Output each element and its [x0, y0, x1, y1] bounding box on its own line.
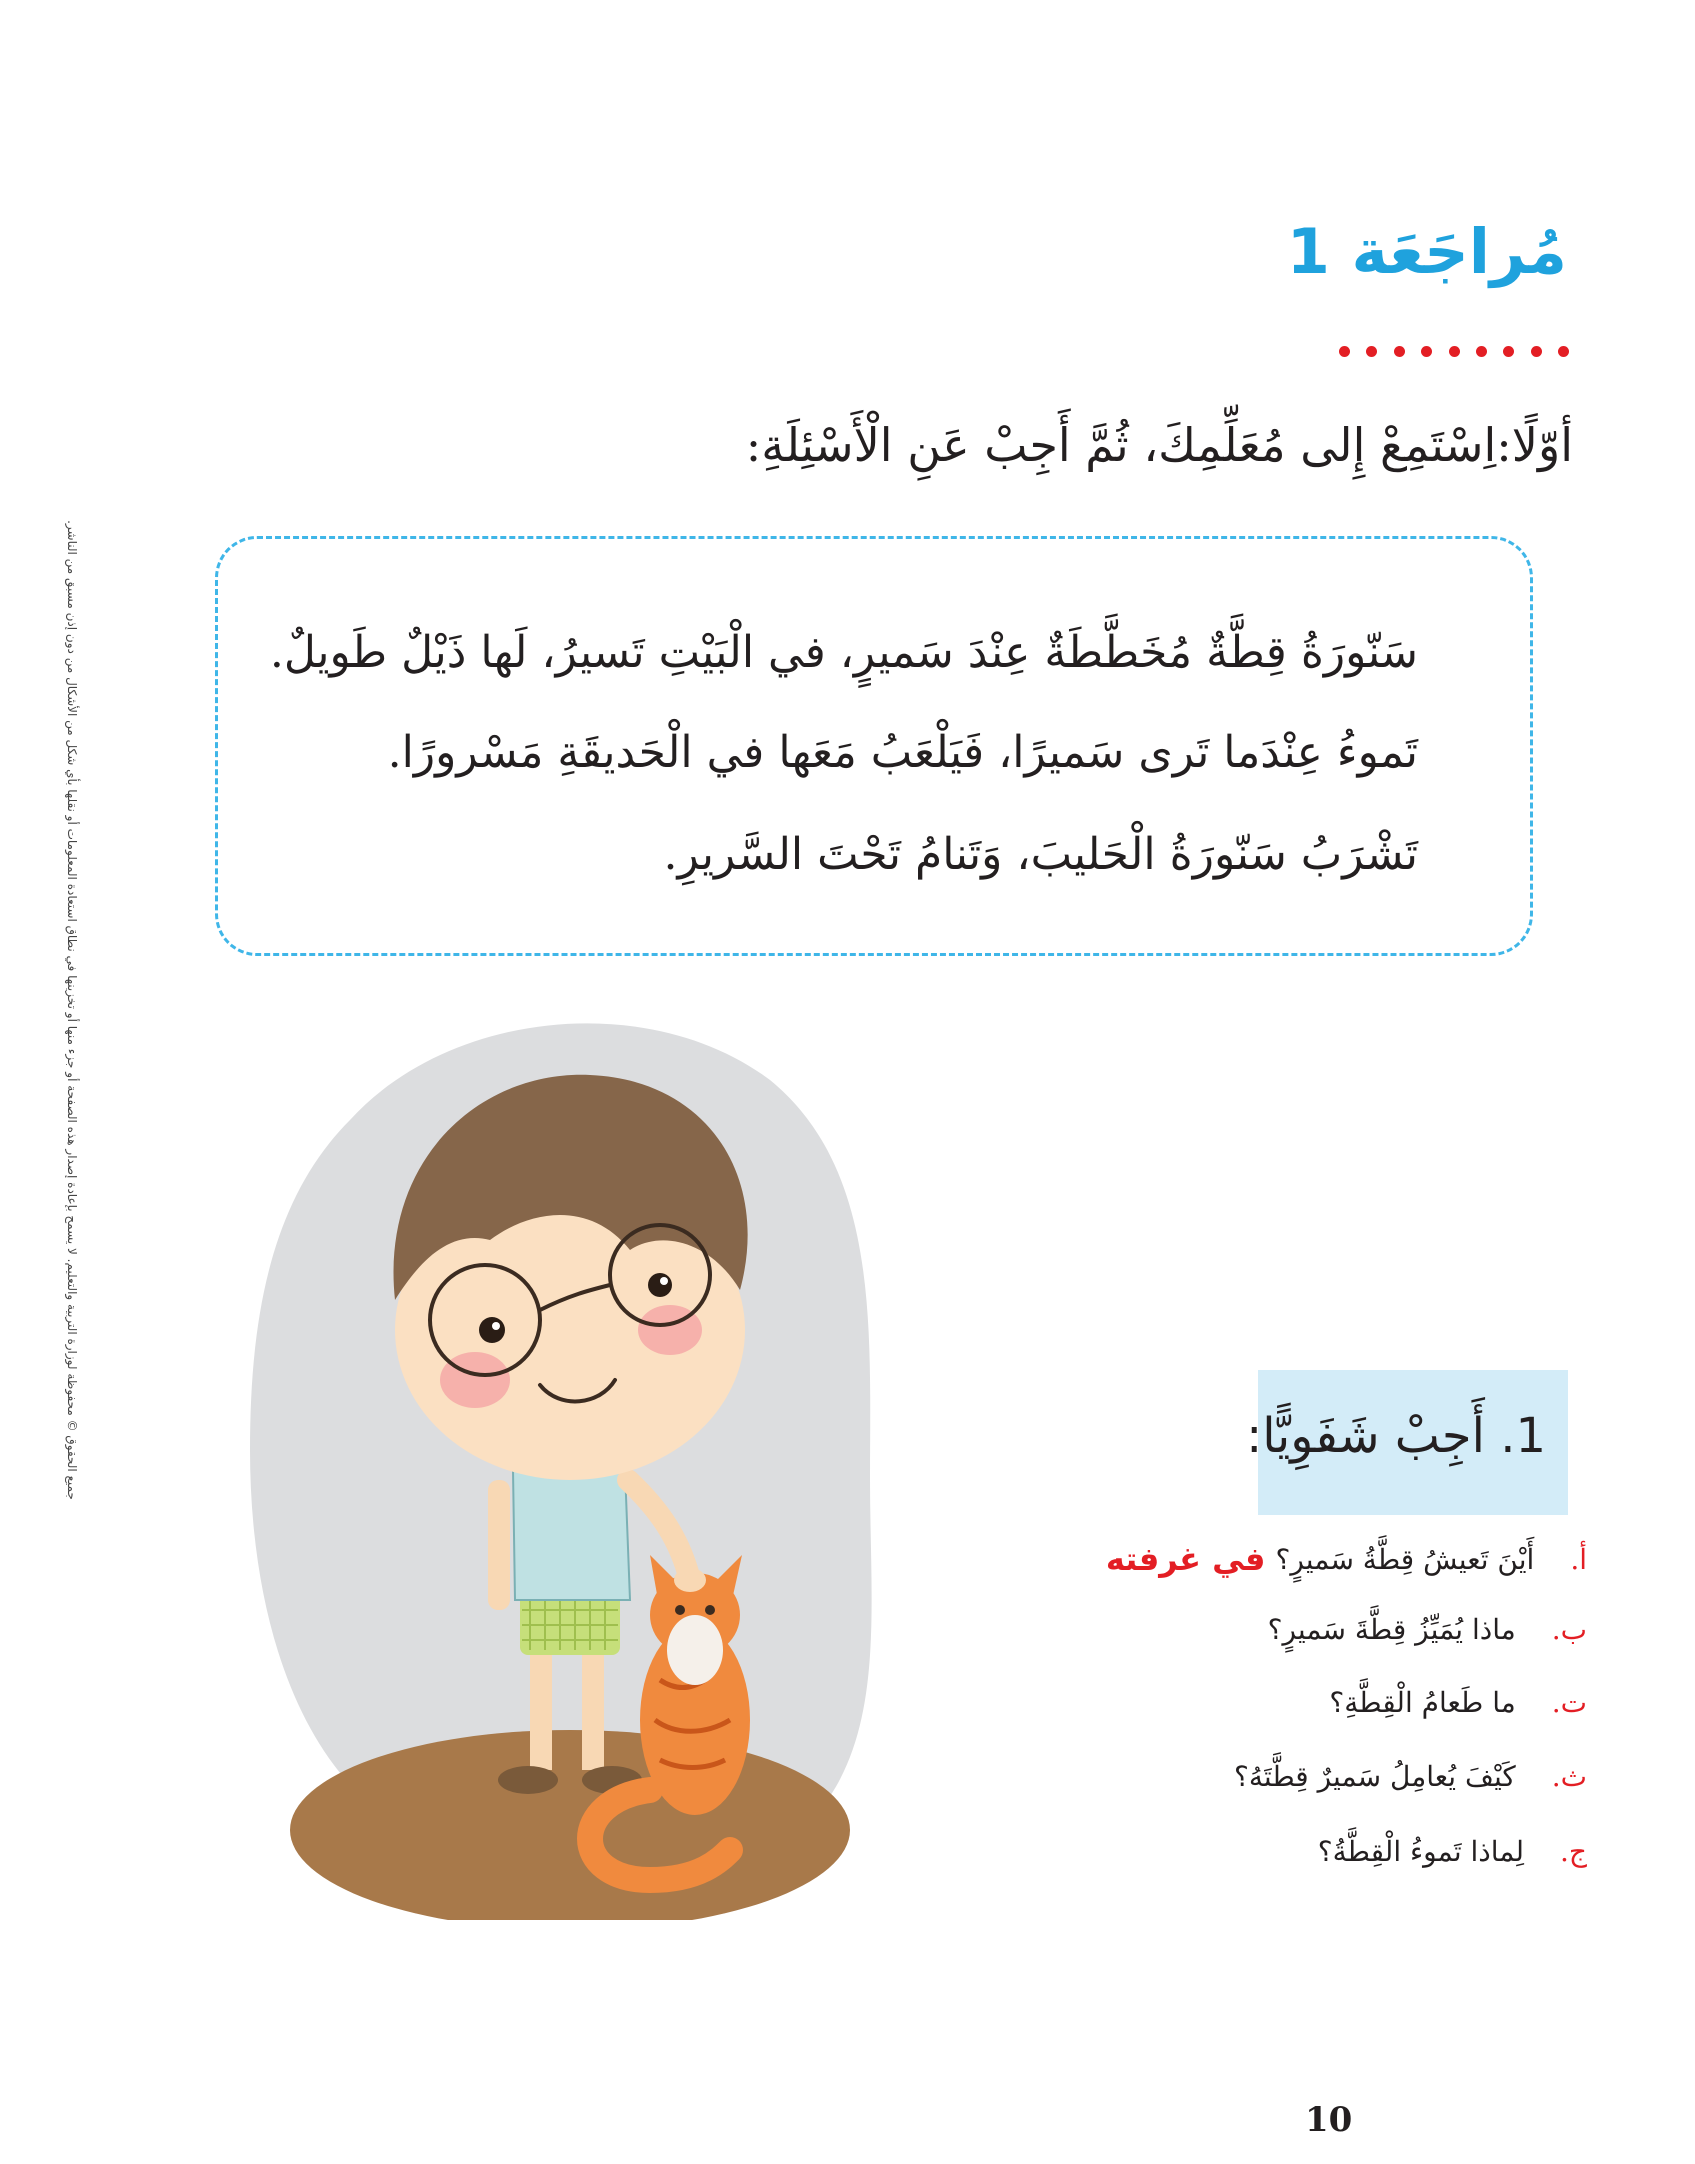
divider-dot — [1421, 346, 1432, 357]
boy-arm-left — [488, 1480, 510, 1610]
question-answer: في غرفته — [1105, 1540, 1266, 1578]
question-item — [1268, 1613, 1587, 1646]
divider-dot — [1449, 346, 1460, 357]
title-dot-divider — [1339, 340, 1569, 362]
question-text: أَيْنَ تَعيشُ قِطَّةُ سَميرٍ؟ — [1275, 1542, 1535, 1576]
divider-dot — [1531, 346, 1542, 357]
question-text: ما طَعامُ الْقِطَّةِ؟ — [1329, 1686, 1516, 1719]
page-number: 10 — [1305, 2100, 1353, 2140]
divider-dot — [1503, 346, 1514, 357]
question-item — [1318, 1835, 1587, 1868]
boy-shoe-left — [498, 1766, 558, 1794]
question-text: لِماذا تَموءُ الْقِطَّةُ؟ — [1317, 1835, 1525, 1868]
boy-leg-right — [582, 1640, 604, 1770]
question-letter: ت. — [1551, 1686, 1587, 1719]
cat-beard — [667, 1615, 723, 1685]
story-line-3: تَشْرَبُ سَنّورَةُ الْحَليبَ، وَتَنامُ تَحْتَ السَّريرِ. — [663, 829, 1418, 880]
divider-dot — [1394, 346, 1405, 357]
boy-and-cat-illustration — [230, 1000, 930, 1920]
divider-dot — [1366, 346, 1377, 357]
boy-leg-left — [530, 1640, 552, 1770]
divider-dot — [1339, 346, 1350, 357]
question-item — [1329, 1686, 1587, 1719]
question-item — [1106, 1540, 1587, 1578]
copyright-notice: جميع الحقوق © محفوظة لوزارة التربية والتعليم. لا يسمح بإعادة إصدار هذه الصفحة أو جزء منها أو تخزينها في نطاق استعادة المعلومات أو نقلها بأي شكل من الأشكال من دون إذن مسبق من الناشر. — [65, 520, 79, 1500]
question-letter: ج. — [1560, 1835, 1587, 1868]
divider-dot — [1476, 346, 1487, 357]
questions-header: 1. أَجِبْ شَفَوِيًّا: — [1246, 1408, 1546, 1464]
question-letter: ب. — [1551, 1613, 1587, 1646]
story-box — [215, 536, 1533, 956]
question-letter: ث. — [1551, 1760, 1587, 1793]
divider-dot — [1558, 346, 1569, 357]
question-text: كَيْفَ يُعامِلُ سَميرٌ قِطَّتَهُ؟ — [1234, 1760, 1516, 1793]
page-title: مُراجَعَة 1 — [1286, 215, 1567, 288]
question-item — [1234, 1760, 1587, 1793]
story-line-2: تَموءُ عِنْدَما تَرى سَميرًا، فَيَلْعَبُ مَعَها في الْحَديقَةِ مَسْرورًا. — [387, 727, 1418, 778]
question-letter: أ. — [1570, 1542, 1587, 1576]
boy-shirt — [513, 1470, 630, 1600]
questions-header-box — [1246, 1370, 1568, 1515]
question-text: ماذا يُمَيِّزُ قِطَّةَ سَميرٍ؟ — [1267, 1613, 1516, 1646]
instruction-text: أوّلًا:اِسْتَمِعْ إِلى مُعَلِّمِكَ، ثُمَّ أَجِبْ عَنِ الْأَسْئِلَةِ: — [745, 418, 1573, 472]
story-line-1: سَنّورَةُ قِطَّةٌ مُخَطَّطَةٌ عِنْدَ سَميرٍ، في الْبَيْتِ تَسيرُ، لَها ذَيْلٌ طَويلٌ. — [269, 627, 1418, 678]
